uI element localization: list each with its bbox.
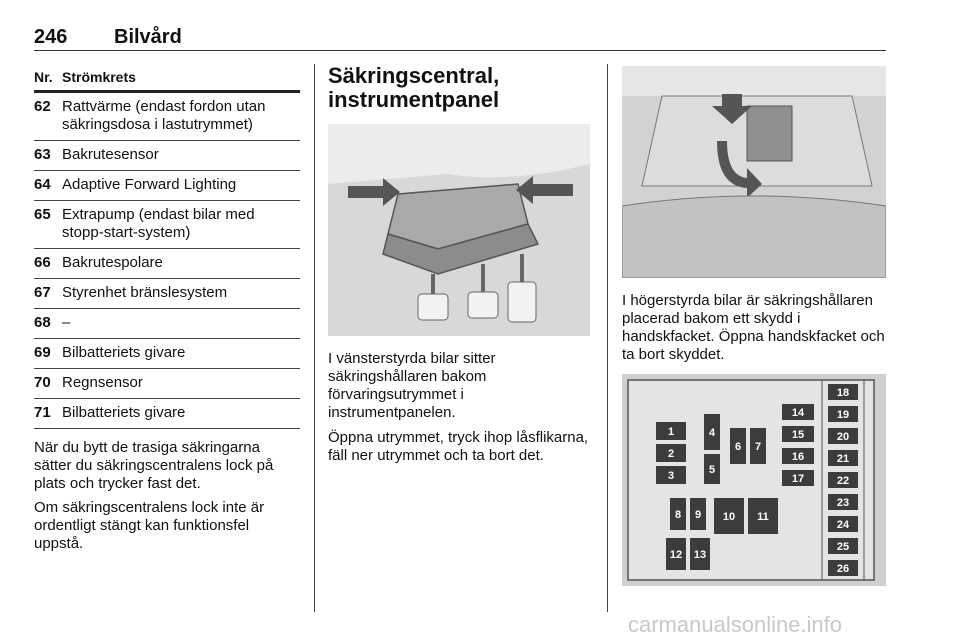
fuse-label: 18 [836, 387, 850, 399]
fuse-label: 22 [836, 475, 850, 487]
fuse-label: 21 [836, 453, 850, 465]
row-text: Extrapump (endast bilar med stopp-start-system) [62, 206, 255, 241]
fuse-label: 4 [708, 427, 716, 439]
fuse-label: 7 [754, 441, 762, 453]
fusebox-diagram [622, 374, 886, 586]
row-text: Rattvärme (endast fordon utan säkringsdosa i lastutrymmet) [62, 98, 266, 133]
fuse-label: 11 [757, 511, 769, 523]
illustration-lhd-fusebox [328, 124, 590, 336]
row-nr: 65 [34, 206, 51, 223]
table-row [34, 369, 300, 399]
row-nr: 71 [34, 404, 51, 421]
illustration-lhd-drawing [328, 124, 590, 336]
fuse-label: 14 [791, 407, 805, 419]
row-text: Adaptive Forward Lighting [62, 176, 237, 193]
row-nr: 66 [34, 254, 51, 271]
fuse-label: 25 [836, 541, 850, 553]
table-row [34, 141, 300, 171]
table-row [34, 279, 300, 309]
row-text: Styrenhet bränslesystem [62, 284, 228, 301]
fuse-label: 2 [667, 448, 675, 460]
fuse-label: 1 [667, 426, 675, 438]
fuse-label: 17 [791, 473, 805, 485]
table-row [34, 249, 300, 279]
paragraph-lhd-instructions: Öppna utrymmet, tryck ihop låsflikarna, fäll ner utrymmet och ta bort det. [328, 429, 589, 464]
illustration-rhd-glovebox [622, 66, 886, 278]
table-row [34, 309, 300, 339]
paragraph-replace-fuses: När du bytt de trasiga säkringarna sätter du säkringscentralens lock på plats och trycker fast det. [34, 439, 274, 492]
table-row [34, 339, 300, 369]
table-header [34, 68, 300, 93]
row-nr: 62 [34, 98, 51, 115]
col-nr-header: Nr. [34, 69, 53, 85]
row-nr: 67 [34, 284, 51, 301]
fuse-label: 24 [836, 519, 850, 531]
row-text: Regnsensor [62, 374, 143, 391]
illustration-rhd-drawing [622, 66, 886, 278]
left-column [34, 68, 300, 553]
row-text: – [62, 314, 71, 331]
paragraph-rhd-location: I högerstyrda bilar är säkringshållaren placerad bakom ett skydd i handskfacket. Öppna handskfacket och ta bort skyddet. [622, 292, 885, 363]
fuse-label: 15 [791, 429, 805, 441]
row-nr: 68 [34, 314, 51, 331]
middle-column-heading [328, 64, 592, 112]
column-divider [314, 64, 315, 612]
page-number: 246 [34, 26, 68, 48]
row-nr: 63 [34, 146, 51, 163]
row-text: Bakrutespolare [62, 254, 163, 271]
row-text: Bilbatteriets givare [62, 344, 186, 361]
table-row [34, 171, 300, 201]
fuse-label: 8 [674, 509, 682, 521]
fuse-label: 23 [836, 497, 850, 509]
fuse-label: 6 [734, 441, 742, 453]
row-text: Bilbatteriets givare [62, 404, 186, 421]
fuse-label: 3 [667, 470, 675, 482]
table-row [34, 201, 300, 249]
section-heading: Säkringscentral, instrumentpanel [328, 63, 500, 112]
fuse-label: 5 [708, 464, 716, 476]
table-row [34, 93, 300, 141]
page-title: Bilvård [114, 26, 182, 48]
fuse-label: 20 [836, 431, 850, 443]
fuse-label: 9 [694, 509, 702, 521]
table-row [34, 399, 300, 429]
paragraph-lhd-location: I vänsterstyrda bilar sitter säkringshållaren bakom förvaringsutrymmet i instrumentpanelen. [328, 350, 496, 421]
fusebox-drawing [622, 374, 886, 586]
fuse-label: 10 [722, 511, 736, 523]
row-text: Bakrutesensor [62, 146, 159, 163]
fuse-label: 16 [791, 451, 805, 463]
row-nr: 70 [34, 374, 51, 391]
middle-column-text [328, 350, 592, 472]
fuse-label: 12 [669, 549, 683, 561]
row-nr: 69 [34, 344, 51, 361]
fuse-label: 19 [836, 409, 850, 421]
fuse-label: 26 [836, 563, 850, 575]
page-header [34, 26, 886, 51]
right-column-text [622, 292, 892, 364]
row-nr: 64 [34, 176, 51, 193]
fuse-label: 13 [693, 549, 707, 561]
col-circuit-header: Strömkrets [62, 69, 136, 85]
column-divider [607, 64, 608, 612]
watermark-footer: carmanualsonline.info [628, 612, 843, 637]
paragraph-lid-warning: Om säkringscentralens lock inte är ordentligt stängt kan funktionsfel uppstå. [34, 499, 265, 552]
